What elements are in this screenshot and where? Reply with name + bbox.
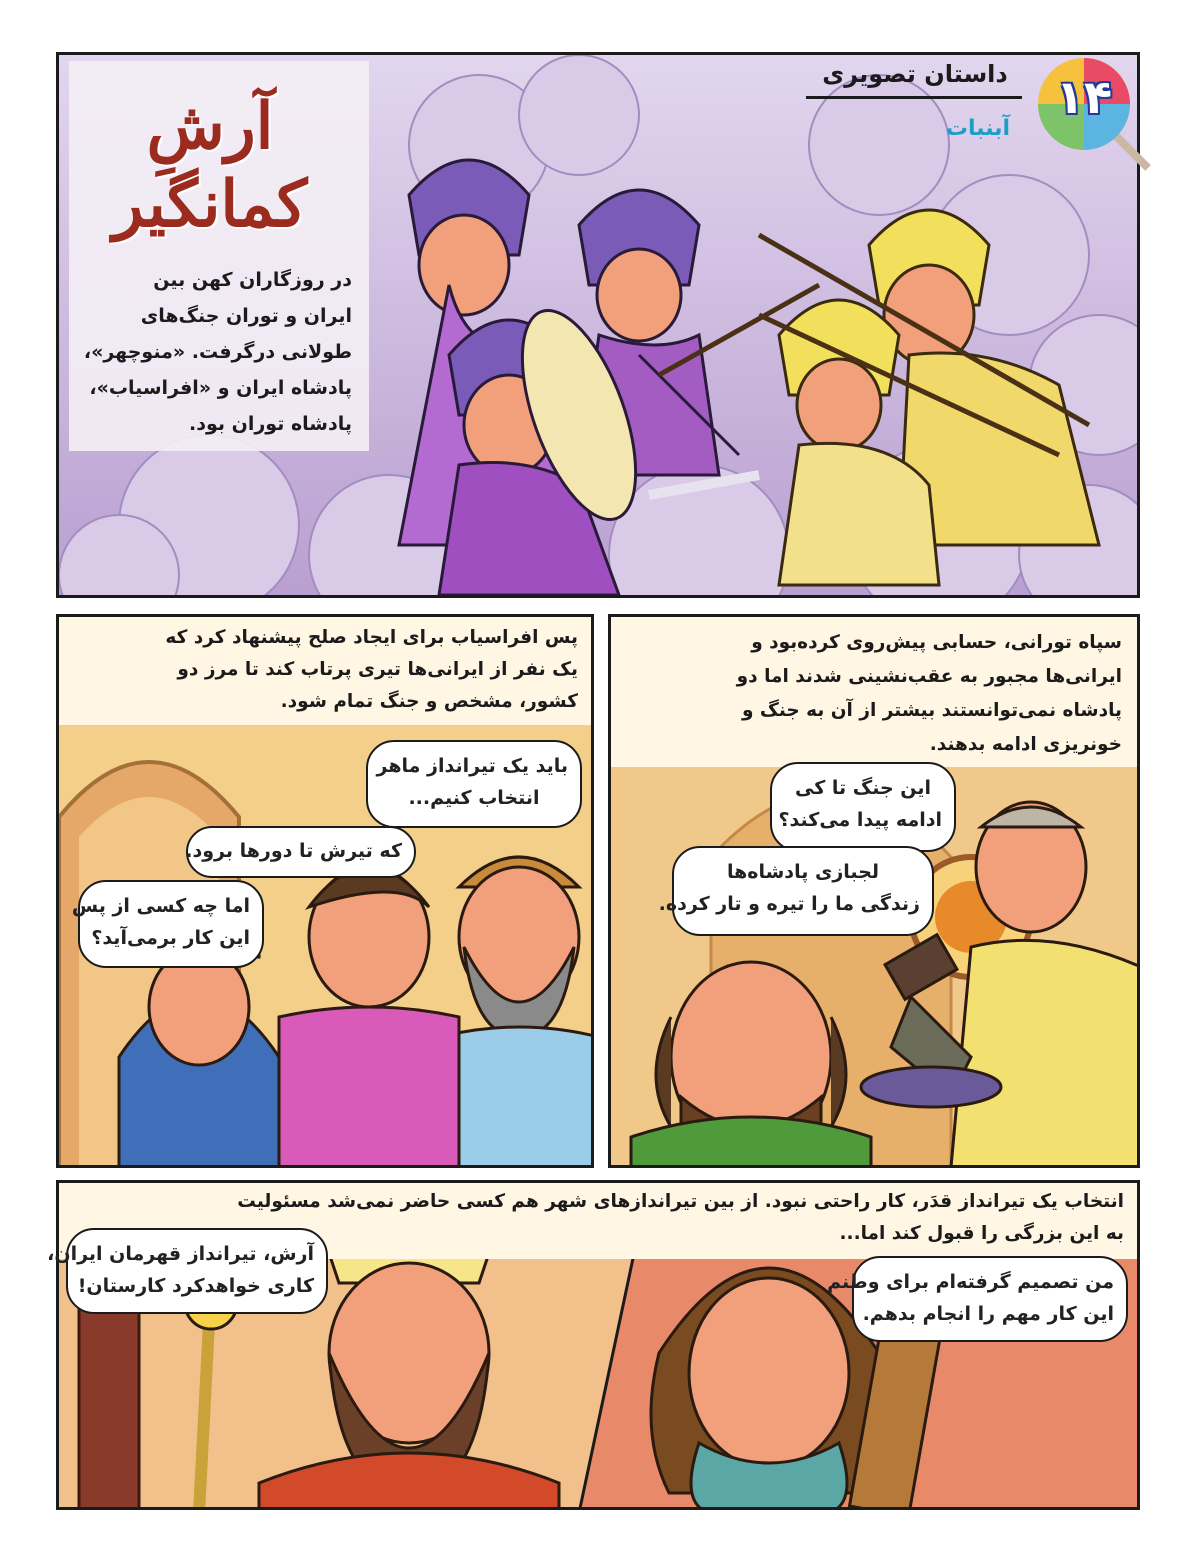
bubble-line: این کار مهم را انجام بدهم. [862,1303,1114,1325]
bubble-line: من تصمیم گرفته‌ام برای وطنم [827,1271,1114,1293]
speech-bubble-blacksmith [770,762,956,852]
bubble-line: این جنگ تا کی [794,777,932,799]
speech-bubble-old-man [366,740,582,828]
issue-badge [1036,56,1132,152]
speech-bubble-king [47,1228,328,1314]
intro-caption [70,262,358,442]
bubble-line: انتخاب کنیم... [408,787,540,809]
caption-line: سپاه تورانی، حسابی پیش‌روی کرده‌بود و [751,632,1122,653]
intro-line: ایران و توران جنگ‌های [140,305,352,327]
caption-line: پادشاه نمی‌توانستند بیشتر از آن به جنگ و [741,700,1122,721]
bubble-line: اما چه کسی از پس [71,895,250,917]
bubble-line: لجبازی پادشاه‌ها [726,861,880,883]
caption-line: پس افراسیاب برای ایجاد صلح پیشنهاد کرد که [165,627,578,648]
title-line-1: آرشِ [146,89,274,164]
caption-line: ایرانی‌ها مجبور به عقب‌نشینی شدند اما دو [736,666,1122,687]
speech-bubble-bald-man [658,846,934,936]
speech-bubble-woman [71,880,264,968]
caption-line: خونریزی ادامه بدهند. [929,734,1122,755]
bubble-line: کاری خواهدکرد کارستان! [77,1275,314,1297]
section-label: داستان تصویری [822,60,1008,88]
section-underline [806,96,1022,99]
bubble-line: این کار برمی‌آید؟ [91,927,250,949]
bubble-line: که تیرش تا دورها برود. [185,840,402,862]
intro-line: در روزگاران کهن بین [153,269,352,291]
speech-bubble-young-man [186,826,416,878]
speech-bubble-arash [827,1256,1128,1342]
issue-number: ۱۴ [1055,70,1113,124]
caption-line: یک نفر از ایرانی‌ها تیری پرتاب کند تا مرز دو [177,659,578,680]
story-title [70,88,350,244]
intro-line: پادشاه ایران و «افراسیاب»، [89,377,352,399]
bubble-line: باید یک تیرانداز ماهر [376,755,568,777]
brand-name: آبنبات [945,116,1011,141]
panel2-caption [616,622,1132,762]
title-line-2: کمانگیر [112,167,308,242]
intro-line: طولانی درگرفت. «منوچهر»، [83,341,352,363]
bubble-line: ادامه پیدا می‌کند؟ [778,809,942,831]
caption-line: کشور، مشخص و جنگ تمام شود. [280,691,578,712]
panel3-caption [64,622,586,722]
intro-line: پادشاه توران بود. [188,413,352,435]
bubble-line: آرش، تیرانداز قهرمان ایران، [47,1243,314,1265]
caption-line: به این بزرگی را قبول کند اما... [839,1223,1124,1244]
caption-line: انتخاب یک تیرانداز قدَر، کار راحتی نبود. از بین تیراندازهای شهر هم کسی حاضر نمی‌شد مسئولیت [237,1191,1124,1212]
bubble-line: زندگی ما را تیره و تار کرده. [658,893,920,915]
